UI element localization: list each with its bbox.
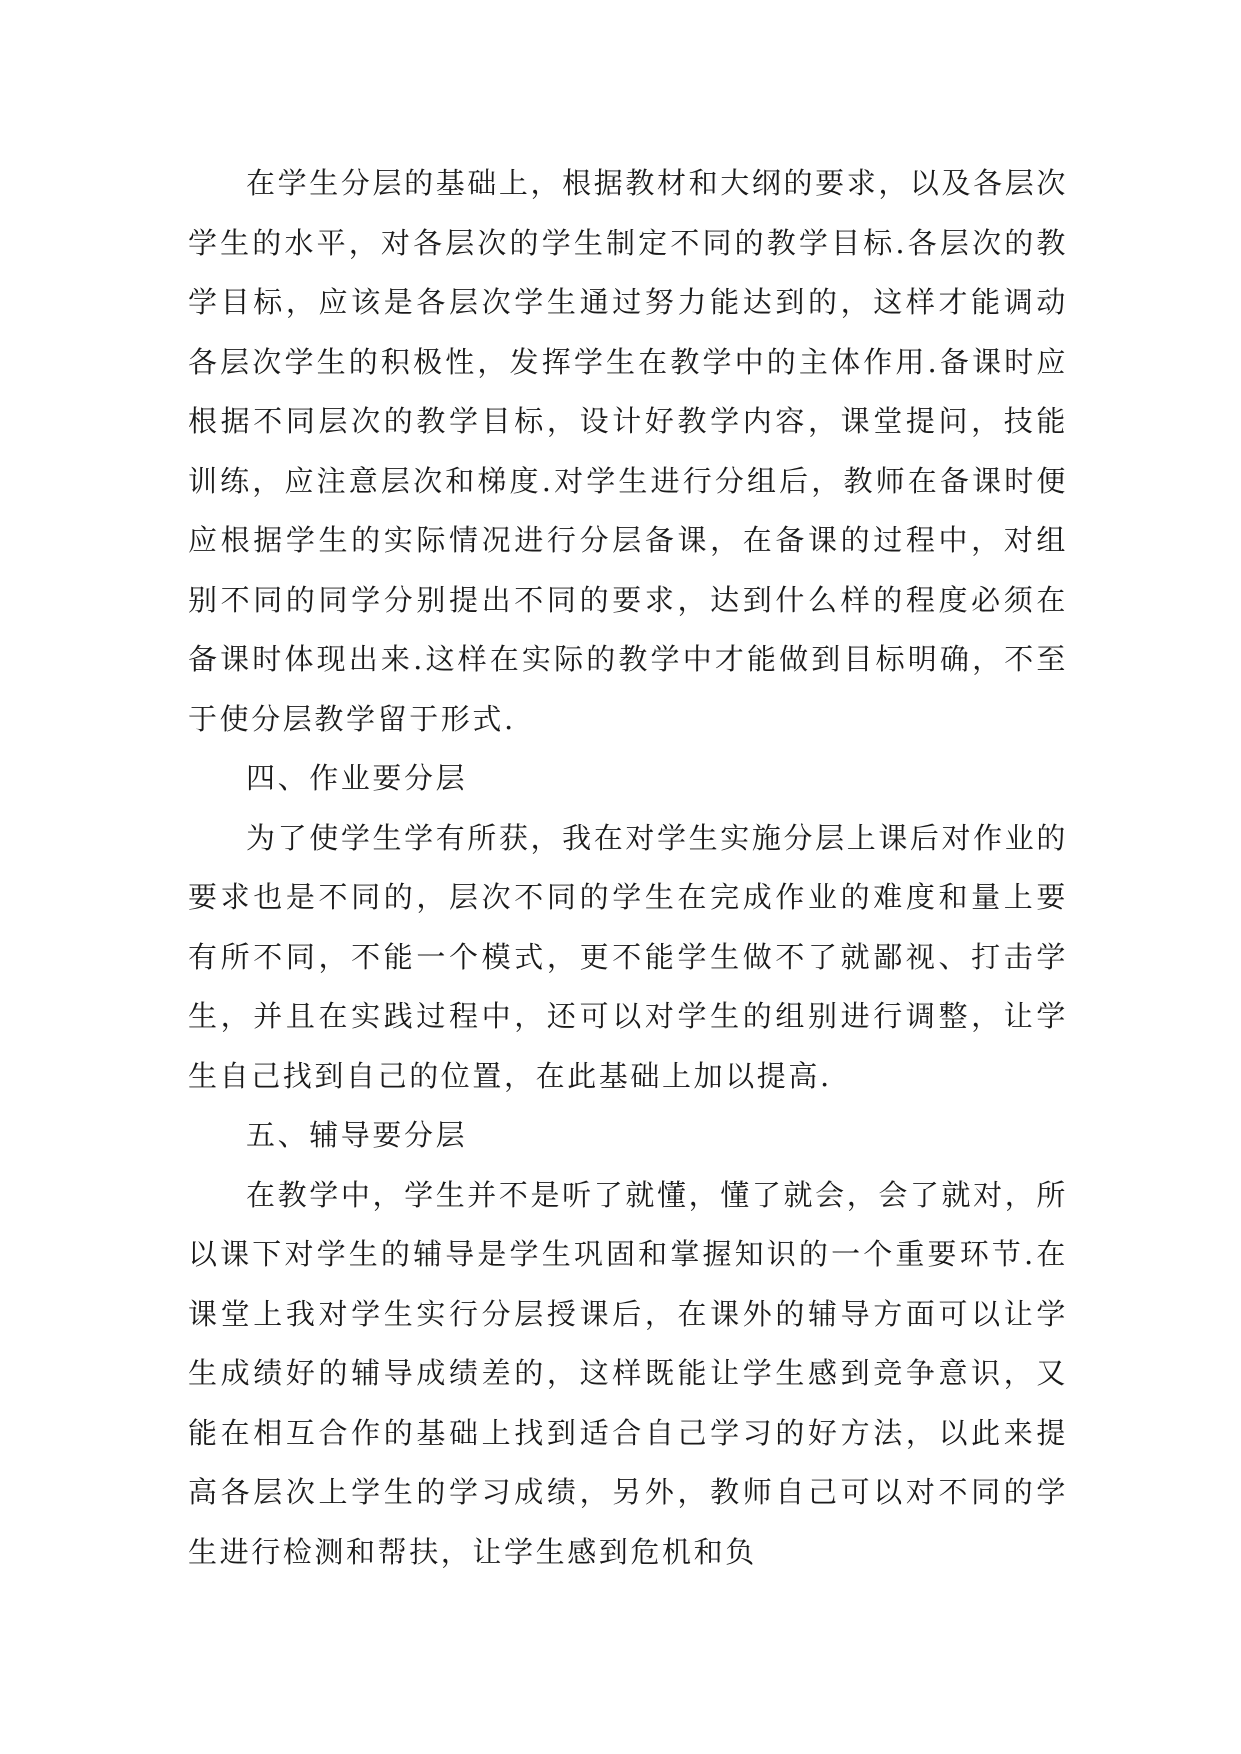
section-heading-tutoring: 五、辅导要分层	[246, 1118, 468, 1152]
paragraph-homework: 为了使学生学有所获，我在对学生实施分层上课后对作业的要求也是不同的，层次不同的学生在完成作业的难度和量上要有所不同，不能一个模式，更不能学生做不了就鄙视、打击学生，并且在实践过程中，还可以对学生的组别进行调整，让学生自己找到自己的位置，在此基础上加以提高.	[188, 820, 1068, 1093]
section-heading-homework: 四、作业要分层	[246, 761, 468, 795]
paragraph-layered-goals: 在学生分层的基础上，根据教材和大纲的要求，以及各层次学生的水平，对各层次的学生制定不同的教学目标.各层次的教学目标，应该是各层次学生通过努力能达到的，这样才能调动各层次学生的积极性，发挥学生在教学中的主体作用.备课时应根据不同层次的教学目标，设计好教学内容，课堂提问，技能训练，应注意层次和梯度.对学生进行分组后，教师在备课时便应根据学生的实际情况进行分层备课，在备课的过程中，对组别不同的同学分别提出不同的要求，达到什么样的程度必须在备课时体现出来.这样在实际的教学中才能做到目标明确，不至于使分层教学留于形式.	[188, 166, 1068, 736]
document-body	[188, 154, 1068, 1582]
paragraph-tutoring: 在教学中，学生并不是听了就懂，懂了就会，会了就对，所以课下对学生的辅导是学生巩固和掌握知识的一个重要环节.在课堂上我对学生实行分层授课后，在课外的辅导方面可以让学生成绩好的辅导成绩差的，这样既能让学生感到竞争意识，又能在相互合作的基础上找到适合自己学习的好方法，以此来提高各层次上学生的学习成绩，另外，教师自己可以对不同的学生进行检测和帮扶，让学生感到危机和负	[188, 1177, 1068, 1569]
